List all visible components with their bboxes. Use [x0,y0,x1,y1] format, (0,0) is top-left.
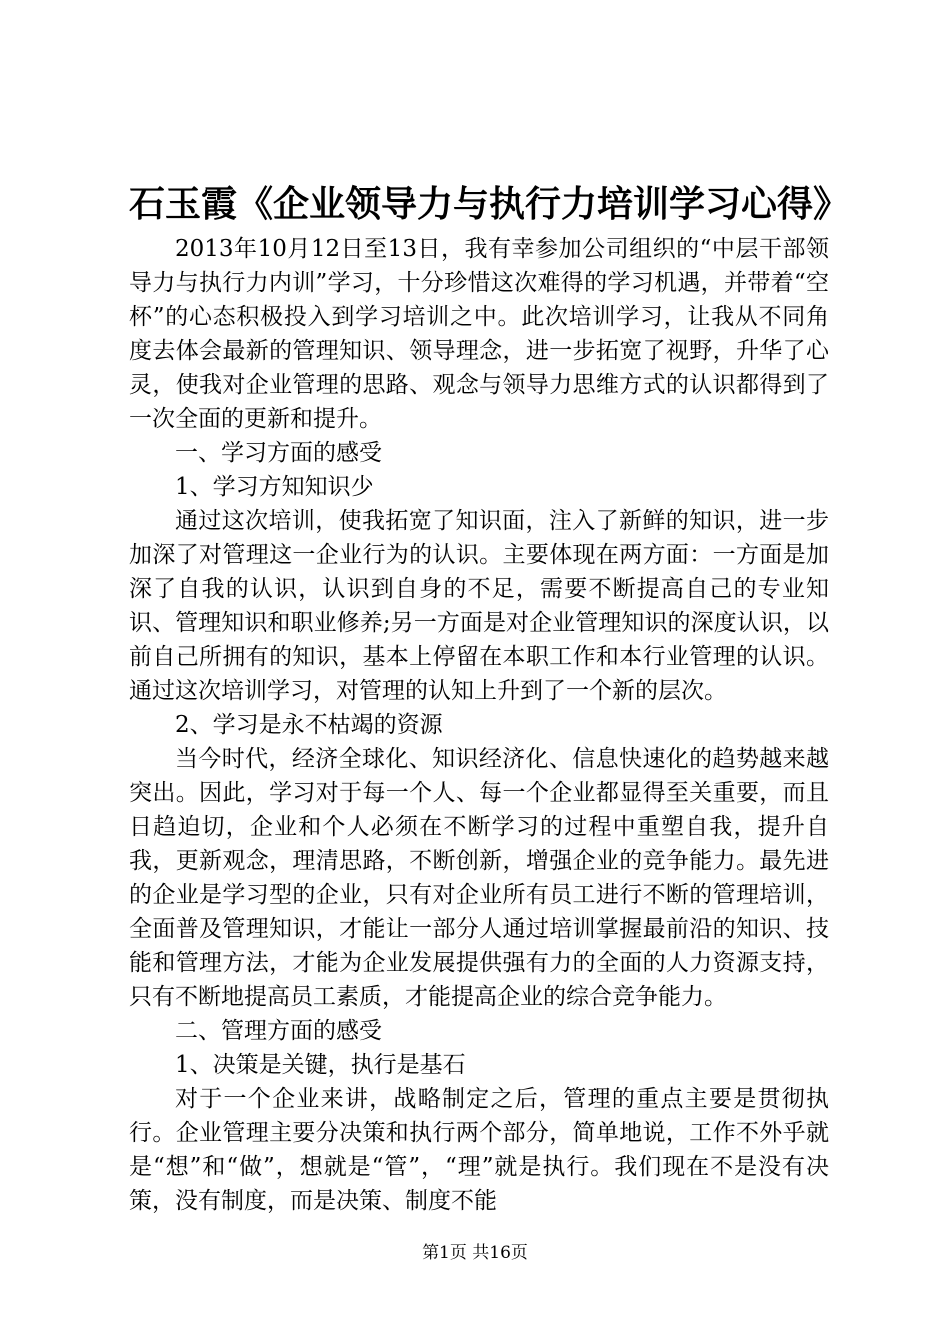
section2-heading: 二、管理方面的感受 [175,1018,382,1044]
intro-paragraph: 2013年10月12日至13日，我有幸参加公司组织的“中层干部领导力与执行力内训”学习，十分珍惜这次难得的学习机遇，并带着“空杯”的心态积极投入到学习培训之中。此次培训学习，让我从不同角度去体会最新的管理知识、领导理念，进一步拓宽了视野，升华了心灵，使我对企业管理的思路、观念与领导力思维方式的认识都得到了一次全面的更新和提升。 [129,236,829,432]
page-footer: 第1页 共16页 [422,1243,528,1263]
section1-sub1-heading: 1、学习方知知识少 [175,474,374,500]
section1-sub2-paragraph: 当今时代，经济全球化、知识经济化、信息快速化的趋势越来越突出。因此，学习对于每一个人、每一个企业都显得至关重要，而且日趋迫切，企业和个人必须在不断学习的过程中重塑自我，提升自我，更新观念，理清思路，不断创新，增强企业的竞争能力。最先进的企业是学习型的企业，只有对企业所有员工进行不断的管理培训，全面普及管理知识，才能让一部分人通过培训掌握最前沿的知识、技能和管理方法，才能为企业发展提供强有力的全面的人力资源支持，只有不断地提高员工素质，才能提高企业的综合竞争能力。 [129,746,829,1010]
section2-sub1-heading: 1、决策是关键，执行是基石 [175,1052,466,1078]
section1-sub2-heading: 2、学习是永不枯竭的资源 [175,712,443,738]
document-body [129,232,829,1218]
section2-sub1-paragraph: 对于一个企业来讲，战略制定之后，管理的重点主要是贯彻执行。企业管理主要分决策和执行两个部分，简单地说，工作不外乎就是“想”和“做”，想就是“管”，“理”就是执行。我们现在不是没有决策，没有制度，而是决策、制度不能 [129,1086,829,1214]
section1-heading: 一、学习方面的感受 [175,440,382,466]
document-title: 石玉霞《企业领导力与执行力培训学习心得》 [129,183,850,225]
section1-sub1-paragraph: 通过这次培训，使我拓宽了知识面，注入了新鲜的知识，进一步加深了对管理这一企业行为的认识。主要体现在两方面：一方面是加深了自我的认识，认识到自身的不足，需要不断提高自己的专业知识、管理知识和职业修养;另一方面是对企业管理知识的深度认识，以前自己所拥有的知识，基本上停留在本职工作和本行业管理的认识。通过这次培训学习，对管理的认知上升到了一个新的层次。 [129,508,829,704]
